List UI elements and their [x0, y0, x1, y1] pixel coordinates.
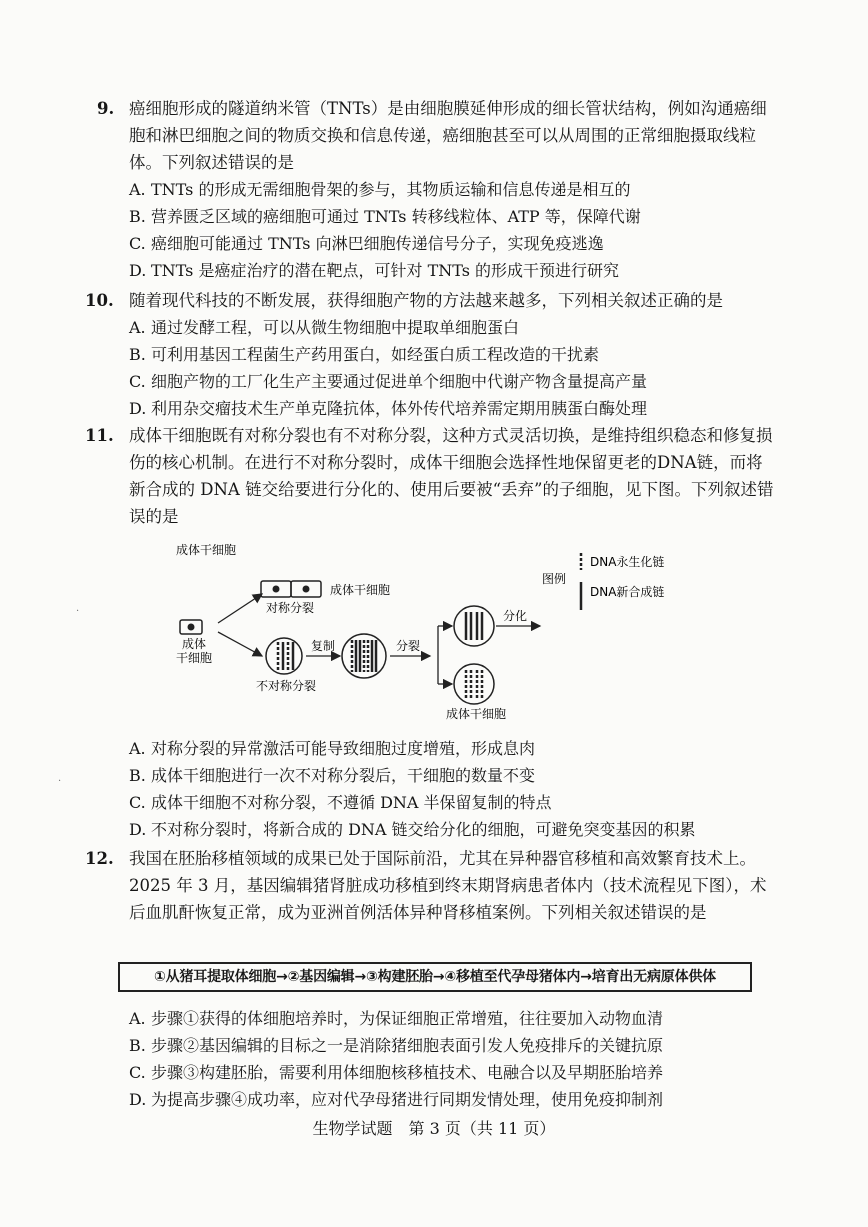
- symmetric-result-label: 成体干细胞: [330, 583, 391, 597]
- option-c: C. 步骤③构建胚胎，需要利用体细胞核移植技术、电融合以及早期胚胎培养: [129, 1063, 664, 1082]
- figure-title: 成体干细胞: [176, 543, 237, 557]
- question-11: [85, 422, 777, 530]
- stem-cell-division-diagram: [170, 538, 690, 728]
- question-12: [85, 845, 777, 926]
- scan-speck: ·: [76, 606, 80, 617]
- bottom-cell-label: 成体干细胞: [446, 707, 507, 721]
- option-b: B. 可利用基因工程菌生产药用蛋白，如经蛋白质工程改造的干扰素: [129, 345, 600, 364]
- question-stem: 我国在胚胎移植领域的成果已处于国际前沿，尤其在异种器官移植和高效繁育技术上。2025 年 3 月，基因编辑猪肾脏成功移植到终末期肾病患者体内（技术流程见下图），术后血肌酐恢复正常，成为亚洲首例活体异种肾移植案例。下列相关叙述错误的是: [129, 849, 767, 922]
- option-b: B. 成体干细胞进行一次不对称分裂后，干细胞的数量不变: [129, 766, 536, 785]
- option-c: C. 细胞产物的工厂化生产主要通过促进单个细胞中代谢产物含量提高产量: [129, 372, 648, 391]
- differentiate-label: 分化: [503, 609, 528, 623]
- legend-title: 图例: [542, 572, 567, 586]
- question-12-options: [97, 1005, 777, 1113]
- question-stem: 随着现代科技的不断发展，获得细胞产物的方法越来越多，下列相关叙述正确的是: [129, 291, 723, 310]
- question-number: 12.: [85, 849, 114, 868]
- question-9: [97, 95, 777, 284]
- divide-label: 分裂: [396, 639, 421, 653]
- option-b: B. 步骤②基因编辑的目标之一是消除猪细胞表面引发人免疫排斥的关键抗原: [129, 1036, 664, 1055]
- question-10: [85, 287, 777, 422]
- option-a: A. TNTs 的形成无需细胞骨架的参与，其物质运输和信息传递是相互的: [129, 180, 631, 199]
- question-number: 9.: [97, 99, 115, 118]
- stem-daughter-cell: [454, 664, 494, 704]
- question-number: 10.: [85, 291, 114, 310]
- question-stem: 癌细胞形成的隧道纳米管（TNTs）是由细胞膜延伸形成的细长管状结构，例如沟通癌细胞和淋巴细胞之间的物质交换和信息传递，癌细胞甚至可以从周围的正常细胞摄取线粒体。下列叙述错误的是: [129, 99, 767, 172]
- question-number: 11.: [85, 426, 114, 445]
- option-c: C. 癌细胞可能通过 TNTs 向淋巴细胞传递信号分子，实现免疫逃逸: [129, 234, 604, 253]
- option-a: A. 对称分裂的异常激活可能导致细胞过度增殖，形成息肉: [129, 739, 536, 758]
- asymmetric-division-label: 不对称分裂: [256, 679, 317, 693]
- option-d: D. TNTs 是癌症治疗的潜在靶点，可针对 TNTs 的形成干预进行研究: [129, 261, 620, 280]
- technical-flow-box: ①从猪耳提取体细胞→②基因编辑→③构建胚胎→④移植至代孕母猪体内→培育出无病原体供体: [118, 962, 752, 992]
- stem-cell-label-2: 干细胞: [176, 651, 213, 665]
- scan-speck: ·: [58, 776, 62, 787]
- option-d: D. 为提高步骤④成功率，应对代孕母猪进行同期发情处理，使用免疫抑制剂: [129, 1090, 664, 1109]
- legend-new-strand-label: DNA新合成链: [590, 585, 665, 599]
- stem-cell-label: 成体: [182, 637, 207, 651]
- option-d: D. 利用杂交瘤技术生产单克隆抗体，体外传代培养需定期用胰蛋白酶处理: [129, 399, 648, 418]
- question-stem: 成体干细胞既有对称分裂也有不对称分裂，这种方式灵活切换，是维持组织稳态和修复损伤的核心机制。在进行不对称分裂时，成体干细胞会选择性地保留更老的DNA链，而将新合成的 DNA 链交给要进行分化的、使用后要被“丢弃”的子细胞，见下图。下列叙述错误的是: [129, 426, 774, 526]
- option-a: A. 步骤①获得的体细胞培养时，为保证细胞正常增殖，往往要加入动物血清: [129, 1009, 664, 1028]
- question-11-options: [97, 735, 777, 843]
- page-footer: 生物学试题 第 3 页（共 11 页）: [312, 1119, 556, 1138]
- legend-old-strand-label: DNA永生化链: [590, 555, 665, 569]
- differentiating-daughter-cell: [454, 606, 494, 646]
- option-a: A. 通过发酵工程，可以从微生物细胞中提取单细胞蛋白: [129, 318, 520, 337]
- option-c: C. 成体干细胞不对称分裂，不遵循 DNA 半保留复制的特点: [129, 793, 552, 812]
- symmetric-division-label: 对称分裂: [266, 601, 315, 615]
- option-b: B. 营养匮乏区域的癌细胞可通过 TNTs 转移线粒体、ATP 等，保障代谢: [129, 207, 641, 226]
- option-d: D. 不对称分裂时，将新合成的 DNA 链交给分化的细胞，可避免突变基因的积累: [129, 820, 696, 839]
- replicate-label: 复制: [311, 639, 336, 653]
